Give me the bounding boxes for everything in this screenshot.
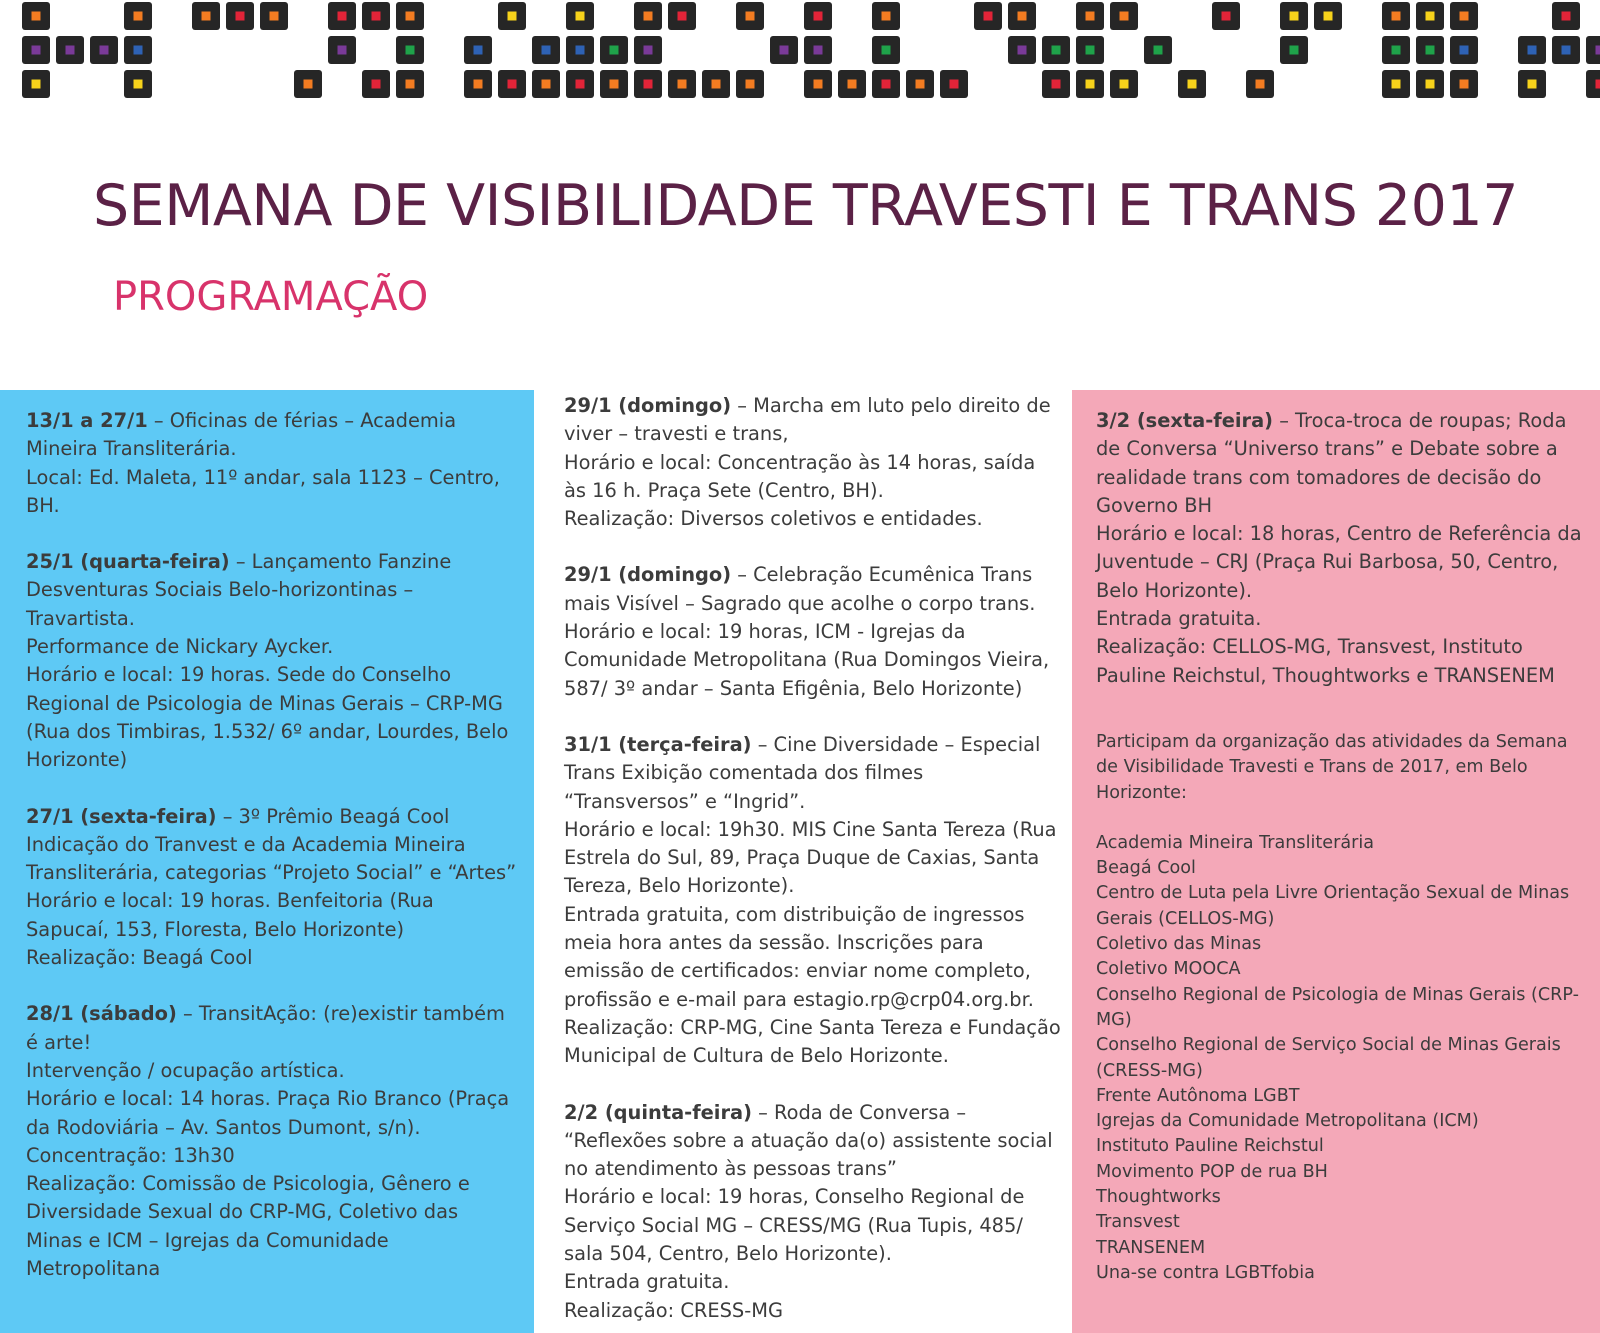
event-description: – Troca-troca de roupas; Roda de Conversa “Universo trans” e Debate sobre a realidade trans com tomadores de decisão do Governo BH	[1096, 409, 1567, 517]
pattern-tile-dot	[814, 80, 823, 89]
event-date: 31/1 (terça-feira)	[564, 732, 752, 756]
pattern-tile-dot	[474, 46, 483, 55]
event-date: 2/2 (quinta-feira)	[564, 1100, 752, 1124]
pattern-tile-dot	[1426, 12, 1435, 21]
event-description: – TransitAção: (re)existir também é arte!	[26, 1002, 505, 1054]
event-date: 13/1 a 27/1	[26, 409, 148, 432]
pattern-tile-dot	[406, 46, 415, 55]
pattern-tile-dot	[780, 46, 789, 55]
pattern-tile-dot	[644, 80, 653, 89]
pattern-tile-dot	[1562, 12, 1571, 21]
event-detail: Horário e local: 14 horas. Praça Rio Branco (Praça da Rodoviária – Av. Santos Dumont, s/n).	[26, 1087, 510, 1139]
pattern-tile-dot	[1018, 46, 1027, 55]
event-detail: Realização: CRESS-MG	[564, 1298, 783, 1322]
pattern-tile-dot	[32, 46, 41, 55]
event-detail: Entrada gratuita.	[1096, 607, 1262, 631]
pattern-tile-dot	[1120, 80, 1129, 89]
pattern-tile-dot	[882, 80, 891, 89]
pattern-tile-dot	[1324, 12, 1333, 21]
pattern-tile-dot	[814, 12, 823, 21]
event-detail: Horário e local: 19 horas. Benfeitoria (Rua Sapucaí, 153, Floresta, Belo Horizonte)	[26, 889, 434, 941]
event-date: 25/1 (quarta-feira)	[26, 550, 230, 574]
organizer-item: Transvest	[1096, 1212, 1180, 1233]
pattern-tile-dot	[610, 46, 619, 55]
event-description: – Lançamento Fanzine Desventuras Sociais Belo-horizontinas – Travartista.	[26, 550, 452, 630]
schedule-column-3	[1072, 390, 1600, 1333]
pattern-tile-dot	[1392, 80, 1401, 89]
organizer-item: TRANSENEM	[1096, 1237, 1206, 1258]
pattern-tile-dot	[1256, 80, 1265, 89]
event-detail: Realização: Diversos coletivos e entidades.	[564, 507, 983, 531]
event-entry	[1096, 407, 1590, 690]
pattern-tile-dot	[644, 46, 653, 55]
pattern-tile-dot	[916, 80, 925, 89]
pattern-tile-dot	[984, 12, 993, 21]
pattern-tile-dot	[848, 80, 857, 89]
organizer-item: Instituto Pauline Reichstul	[1096, 1136, 1324, 1157]
organizer-item: Frente Autônoma LGBT	[1096, 1085, 1300, 1106]
event-description: – Cine Diversidade – Especial Trans Exibição comentada dos filmes “Transversos” e “Ingrid”.	[564, 732, 1041, 813]
pattern-tile-dot	[882, 12, 891, 21]
pattern-tile-dot	[1086, 80, 1095, 89]
event-date: 27/1 (sexta-feira)	[26, 804, 217, 828]
event-detail: Local: Ed. Maleta, 11º andar, sala 1123 – Centro, BH.	[26, 465, 500, 517]
pattern-tile-dot	[32, 12, 41, 21]
event-detail: Horário e local: 19 horas. Sede do Conselho Regional de Psicologia de Minas Gerais – CRP-MG (Rua dos Timbiras, 1.532/ 6º andar, Lourdes, Belo Horizonte)	[26, 663, 509, 772]
event-detail: Concentração: 13h30	[26, 1143, 235, 1167]
pattern-tile-dot	[576, 46, 585, 55]
pattern-tile-dot	[1426, 80, 1435, 89]
event-entry	[564, 1099, 1062, 1325]
pattern-tile-dot	[1086, 12, 1095, 21]
pattern-tile-dot	[1052, 46, 1061, 55]
event-detail: Realização: CELLOS-MG, Transvest, Instituto Pauline Reichstul, Thoughtworks e TRANSENEM	[1096, 635, 1555, 687]
organizer-item: Una-se contra LGBTfobia	[1096, 1262, 1315, 1283]
organizer-item: Centro de Luta pela Livre Orientação Sexual de Minas Gerais (CELLOS-MG)	[1096, 883, 1570, 929]
pattern-tile-dot	[508, 12, 517, 21]
pattern-tile-dot	[134, 80, 143, 89]
event-detail: Horário e local: 19 horas, ICM - Igrejas da Comunidade Metropolitana (Rua Domingos Vieira, 587/ 3º andar – Santa Efigênia, Belo Horizonte)	[564, 620, 1050, 700]
pattern-tile-dot	[1120, 12, 1129, 21]
pattern-tile-dot	[746, 80, 755, 89]
pattern-tile-dot	[66, 46, 75, 55]
pattern-tile-dot	[1528, 80, 1537, 89]
schedule-column-2	[534, 390, 1072, 1333]
pattern-tile-dot	[1460, 80, 1469, 89]
pattern-tile-dot	[100, 46, 109, 55]
event-date: 29/1 (domingo)	[564, 394, 732, 417]
event-entry	[26, 803, 520, 973]
pattern-tile-dot	[1392, 12, 1401, 21]
event-description: – Roda de Conversa – “Reflexões sobre a atuação da(o) assistente social no atendimento às pessoas trans”	[564, 1100, 1053, 1181]
organizer-item: Conselho Regional de Psicologia de Minas Gerais (CRP-MG)	[1096, 984, 1579, 1030]
event-detail: Entrada gratuita.	[564, 1270, 730, 1294]
pattern-tile-dot	[882, 46, 891, 55]
pattern-tile-dot	[1154, 46, 1163, 55]
pattern-tile-dot	[1596, 80, 1600, 89]
pattern-tile-dot	[1290, 12, 1299, 21]
pattern-tile-dot	[1018, 12, 1027, 21]
event-entry	[564, 561, 1062, 702]
event-entry	[26, 548, 520, 774]
pattern-tile-dot	[134, 46, 143, 55]
pattern-tile-dot	[1392, 46, 1401, 55]
event-date: 29/1 (domingo)	[564, 563, 732, 587]
pattern-tile-dot	[1086, 46, 1095, 55]
pattern-tile-dot	[202, 12, 211, 21]
pattern-tile-dot	[1052, 80, 1061, 89]
page-title: SEMANA DE VISIBILIDADE TRAVESTI E TRANS 2017	[93, 173, 1518, 239]
pattern-tile-dot	[1528, 46, 1537, 55]
event-detail: Horário e local: Concentração às 14 horas, saída às 16 h. Praça Sete (Centro, BH).	[564, 450, 1036, 502]
organizer-item: Coletivo MOOCA	[1096, 959, 1241, 980]
event-detail: Performance de Nickary Aycker.	[26, 635, 334, 659]
pattern-tile-dot	[338, 12, 347, 21]
event-detail: Realização: CRP-MG, Cine Santa Tereza e Fundação Municipal de Cultura de Belo Horizonte.	[564, 1015, 1061, 1068]
organizer-item: Coletivo das Minas	[1096, 934, 1262, 955]
event-entry	[26, 1000, 520, 1283]
pattern-tile-dot	[678, 80, 687, 89]
pattern-tile-dot	[270, 12, 279, 21]
event-entry	[26, 407, 520, 520]
event-detail: Entrada gratuita, com distribuição de ingressos meia hora antes da sessão. Inscrições para emissão de certificados: enviar nome completo, profissão e e-mail para estagio.rp@crp04.org.br.	[564, 902, 1034, 1011]
decorative-tile-pattern	[0, 0, 1600, 100]
pattern-tile-dot	[1460, 46, 1469, 55]
pattern-tile-dot	[304, 80, 313, 89]
pattern-tile-dot	[406, 80, 415, 89]
pattern-tile-dot	[372, 12, 381, 21]
pattern-tile-dot	[610, 80, 619, 89]
pattern-tile-dot	[474, 80, 483, 89]
event-detail: Horário e local: 19h30. MIS Cine Santa Tereza (Rua Estrela do Sul, 89, Praça Duque de Caxias, Santa Tereza, Belo Horizonte).	[564, 817, 1057, 898]
event-detail: Realização: Comissão de Psicologia, Gênero e Diversidade Sexual do CRP-MG, Coletivo das Minas e ICM – Igrejas da Comunidade Metropolitana	[26, 1172, 470, 1281]
organizers-intro: Participam da organização das atividades da Semana de Visibilidade Travesti e Trans de 2017, em Belo Horizonte:	[1096, 731, 1568, 803]
schedule-column-1	[0, 390, 534, 1333]
pattern-tile-dot	[372, 80, 381, 89]
organizer-item: Thoughtworks	[1096, 1187, 1221, 1208]
page-subtitle: PROGRAMAÇÃO	[113, 274, 429, 320]
event-entry	[564, 731, 1062, 1071]
organizer-item: Igrejas da Comunidade Metropolitana (ICM)	[1096, 1111, 1479, 1132]
organizer-item: Conselho Regional de Serviço Social de Minas Gerais (CRESS-MG)	[1096, 1035, 1561, 1081]
pattern-tile-dot	[1562, 46, 1571, 55]
organizer-item: Movimento POP de rua BH	[1096, 1161, 1328, 1182]
event-date: 28/1 (sábado)	[26, 1002, 177, 1026]
event-entry	[564, 392, 1062, 533]
pattern-tile-dot	[1222, 12, 1231, 21]
pattern-tile-dot	[1426, 46, 1435, 55]
event-detail: Horário e local: 19 horas, Conselho Regional de Serviço Social MG – CRESS/MG (Rua Tupis, 485/ sala 504, Centro, Belo Horizonte).	[564, 1185, 1025, 1266]
pattern-tile-dot	[950, 80, 959, 89]
pattern-tile-dot	[1188, 80, 1197, 89]
pattern-tile-dot	[236, 12, 245, 21]
pattern-tile-dot	[746, 12, 755, 21]
event-description: – Oficinas de férias – Academia Mineira Transliterária.	[26, 409, 457, 461]
pattern-tile-dot	[814, 46, 823, 55]
pattern-tile-dot	[1460, 12, 1469, 21]
pattern-tile-dot	[406, 12, 415, 21]
event-description: – Marcha em luto pelo direito de viver – travesti e trans,	[564, 394, 1051, 446]
pattern-tile-dot	[542, 80, 551, 89]
organizer-item: Beagá Cool	[1096, 858, 1196, 879]
event-detail: Realização: Beagá Cool	[26, 946, 253, 970]
event-description: – Celebração Ecumênica Trans mais Visível – Sagrado que acolhe o corpo trans.	[564, 563, 1036, 615]
pattern-tile-dot	[576, 80, 585, 89]
event-date: 3/2 (sexta-feira)	[1096, 409, 1274, 432]
pattern-tile-dot	[1290, 46, 1299, 55]
pattern-tile-dot	[712, 80, 721, 89]
pattern-tile-dot	[542, 46, 551, 55]
pattern-tile-dot	[678, 12, 687, 21]
pattern-tile-dot	[338, 46, 347, 55]
pattern-tile-dot	[1596, 46, 1600, 55]
event-description: – 3º Prêmio Beagá Cool Indicação do Tranvest e da Academia Mineira Transliterária, categorias “Projeto Social” e “Artes”	[26, 804, 517, 885]
pattern-tile-dot	[644, 12, 653, 21]
event-detail: Horário e local: 18 horas, Centro de Referência da Juventude – CRJ (Praça Rui Barbosa, 50, Centro, Belo Horizonte).	[1096, 522, 1582, 602]
organizers-list	[1096, 831, 1590, 1286]
pattern-tile-dot	[508, 80, 517, 89]
pattern-tile-dot	[576, 12, 585, 21]
pattern-tile-dot	[134, 12, 143, 21]
organizer-item: Academia Mineira Transliterária	[1096, 832, 1375, 853]
pattern-tile-dot	[32, 80, 41, 89]
event-detail: Intervenção / ocupação artística.	[26, 1058, 345, 1082]
